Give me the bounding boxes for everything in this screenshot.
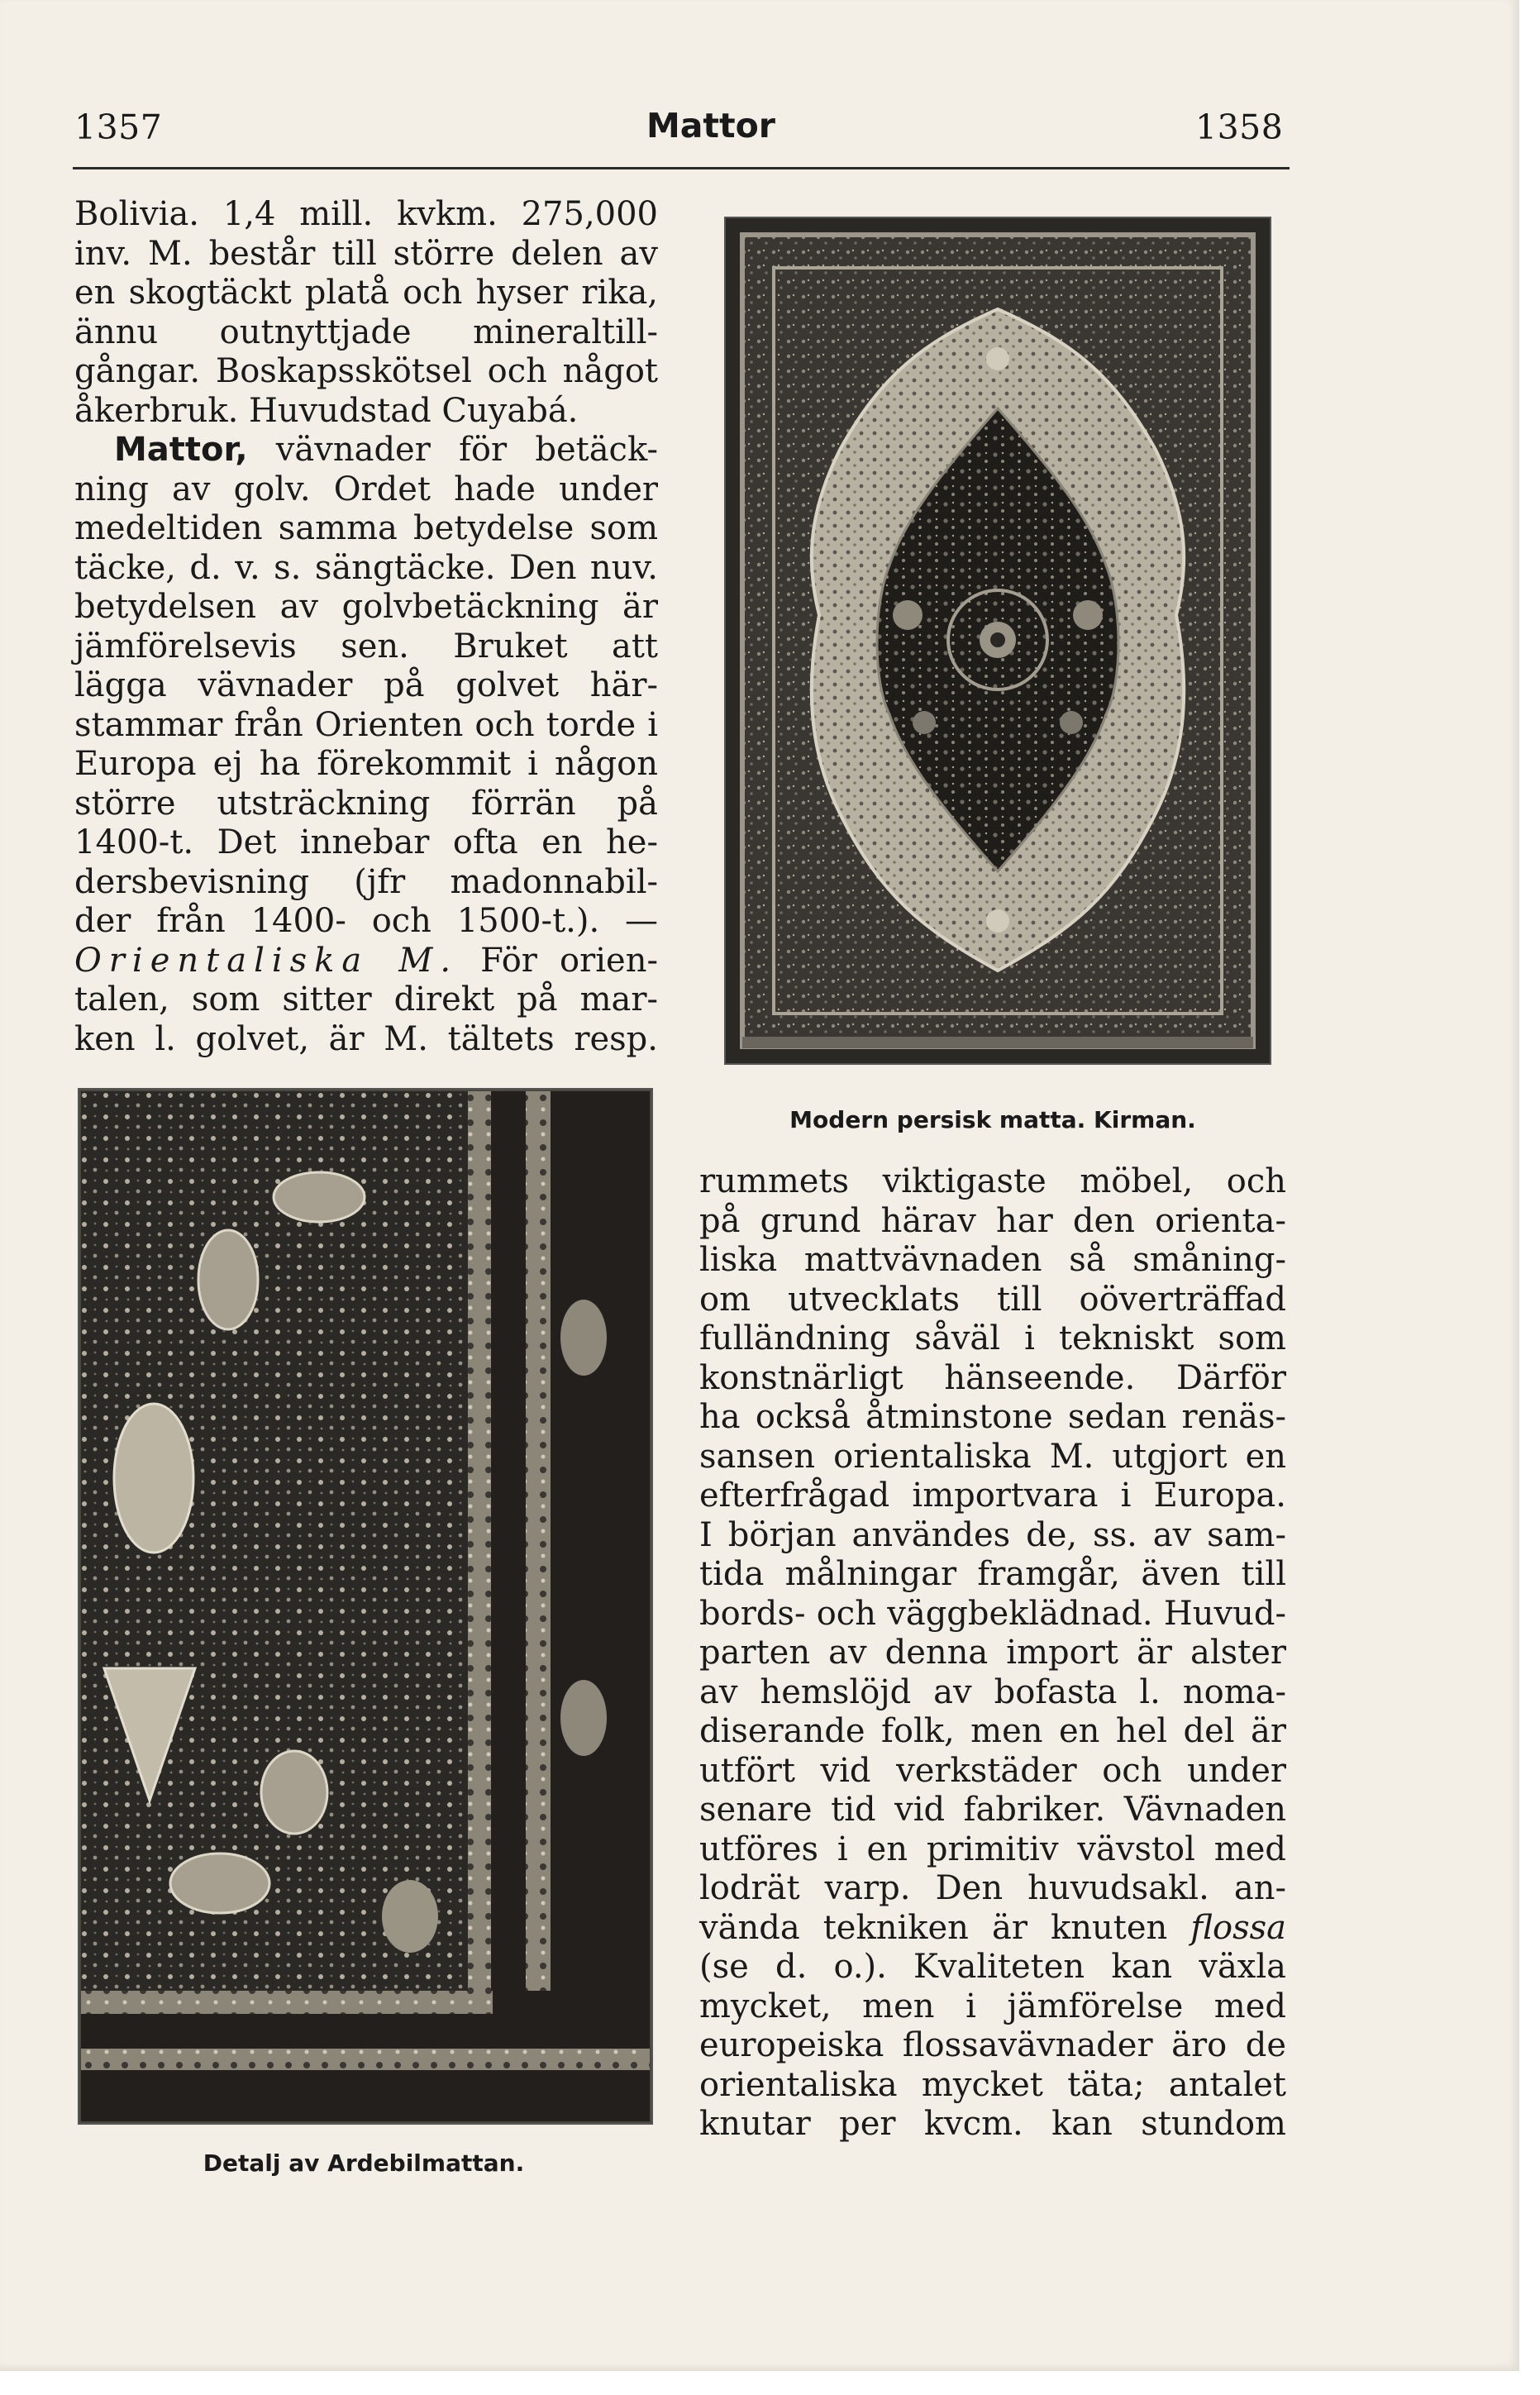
text-line: talen, som sitter direkt på mar-: [74, 980, 658, 1019]
text-line: större utsträckning förrän på: [74, 784, 658, 823]
flossa-term: flossa: [1190, 1908, 1286, 1947]
text-line: senare tid vid fabriker. Vävnaden: [699, 1791, 1286, 1829]
text-line: ännu outnyttjade mineraltill-: [74, 312, 658, 351]
text-line: liska mattvävnaden så småning-: [699, 1241, 1286, 1279]
text-line: utföres i en primitiv vävstol med: [699, 1830, 1286, 1868]
text-line: konstnärligt hänseende. Därför: [699, 1358, 1286, 1397]
text-line: tida målningar framgår, även till: [699, 1555, 1286, 1593]
entry-headword: Mattor,: [114, 431, 248, 469]
text-line: medeltiden samma betydelse som: [74, 509, 658, 547]
text-line: I början användes de, ss. av sam-: [699, 1515, 1286, 1554]
text-line: Bolivia. 1,4 mill. kvkm. 275,000: [74, 195, 658, 233]
page-number-right: 1358: [1195, 107, 1284, 147]
persian-rug-photo: [724, 217, 1271, 1065]
text-line: på grund härav har den orienta-: [699, 1201, 1286, 1240]
text-line: av hemslöjd av bofasta l. noma-: [699, 1672, 1286, 1711]
left-column-text: [74, 195, 658, 1059]
rug-caption: Modern persisk matta. Kirman.: [789, 1106, 1196, 1133]
text-line: europeiska flossavävnader äro de: [699, 2026, 1286, 2064]
text-line: inv. M. består till större delen av: [74, 234, 658, 273]
subheading-rest: För orien-: [458, 941, 658, 980]
rug-illustration: [726, 218, 1270, 1063]
right-column-text: [699, 1162, 1286, 2145]
text-line: ken l. golvet, är M. tältets resp.: [74, 1019, 658, 1058]
text-line: ha också åtminstone sedan renäs-: [699, 1398, 1286, 1436]
text-line: lägga vävnader på golvet här-: [74, 666, 658, 704]
flossa-line: [699, 1909, 1286, 1949]
text-line: en skogtäckt platå och hyser rika,: [74, 274, 658, 312]
text-line: sansen orientaliska M. utgjort en: [699, 1437, 1286, 1476]
text-line: der från 1400- och 1500-t.). —: [74, 902, 658, 940]
text-line: täcke, d. v. s. sängtäcke. Den nuv.: [74, 548, 658, 587]
ardebil-detail-photo: [78, 1088, 653, 2125]
text-line: parten av denna import är alster: [699, 1634, 1286, 1672]
text-line: åkerbruk. Huvudstad Cuyabá.: [74, 391, 579, 430]
text-line: stammar från Orienten och torde i: [74, 705, 658, 744]
text-line: ning av golv. Ordet hade under: [74, 470, 658, 508]
text-line: mycket, men i jämförelse med: [699, 1987, 1286, 2025]
text-line: jämförelsevis sen. Bruket att: [74, 627, 658, 666]
page-title: Mattor: [646, 106, 776, 146]
text-line: fulländning såväl i tekniskt som: [699, 1319, 1286, 1357]
ardebil-illustration: [79, 1090, 651, 2123]
text-line: rummets viktigaste möbel, och: [699, 1162, 1286, 1200]
text-line: efterfrågad importvara i Europa.: [699, 1477, 1286, 1515]
flossa-line-text: vända tekniken är knuten: [699, 1908, 1191, 1947]
subheading-spaced: Orientaliska M.: [74, 941, 459, 980]
text-line: lodrät varp. Den huvudsakl. an-: [699, 1869, 1286, 1907]
text-line: orientaliska mycket täta; antalet: [699, 2065, 1286, 2104]
entry-first-line-rest: vävnader för betäck-: [247, 431, 658, 469]
text-line: utfört vid verkstäder och under: [699, 1751, 1286, 1790]
subheading-line: [74, 942, 658, 981]
text-line: betydelsen av golvbetäckning är: [74, 588, 658, 626]
text-line: Europa ej ha förekommit i någon: [74, 745, 658, 783]
text-line: 1400-t. Det innebar ofta en he-: [74, 823, 658, 861]
text-line: dersbevisning (jfr madonnabil-: [74, 862, 658, 901]
ardebil-caption: Detalj av Ardebilmattan.: [203, 2149, 525, 2177]
text-line: knutar per kvcm. kan stundom: [699, 2105, 1286, 2143]
text-line: (se d. o.). Kvaliteten kan växla: [699, 1948, 1286, 1986]
text-line: diserande folk, men en hel del är: [699, 1712, 1286, 1750]
text-line: bords- och väggbeklädnad. Huvud-: [699, 1594, 1286, 1633]
text-line: om utvecklats till oöverträffad: [699, 1280, 1286, 1319]
text-line: gångar. Boskapsskötsel och något: [74, 352, 658, 390]
entry-first-line: [74, 431, 658, 470]
header-rule: [73, 167, 1290, 169]
page-number-left: 1357: [74, 107, 163, 147]
